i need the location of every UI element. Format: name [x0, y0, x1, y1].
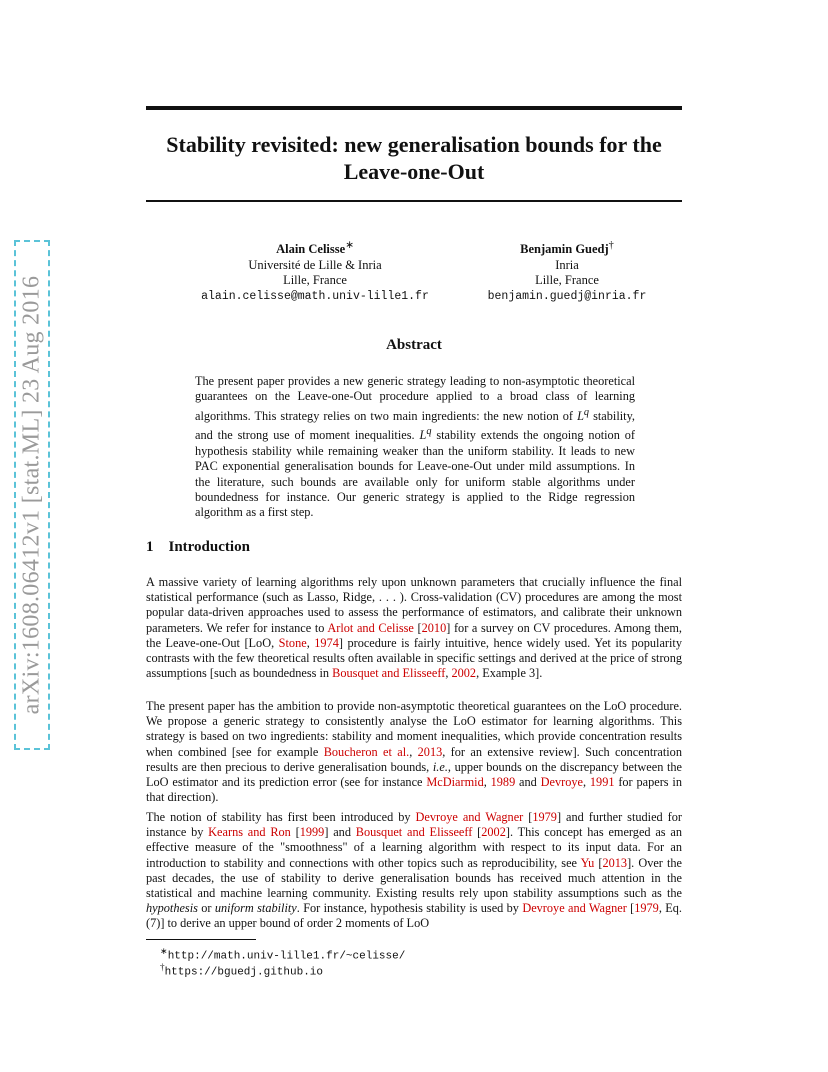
author-affiliation: Université de Lille & Inria [248, 257, 382, 272]
author-name: Alain Celisse [276, 242, 346, 257]
intro-paragraph-1: A massive variety of learning algorithms rely upon unknown parameters that crucially influence the final statistical performance (such as Lasso, Ridge, . . . ). Cross-validation (CV) procedures are among the most popular data-driven approaches used to assess the performance of estimators, and calibrate their unknown parameters. We refer for instance to Arlot and Celisse [2010] for a survey on CV procedures. Among them, the Leave-one-Out [LoO, Stone, 1974] procedure is fairly intuitive, hence widely used. Yet its popularity contrasts with the few theoretical results often available in specific settings and derived at the price of strong assumptions [such as boundedness in Bousquet and Elisseeff, 2002, Example 3]. [146, 575, 682, 681]
author-footnote-mark: † [608, 240, 614, 251]
citation-link[interactable]: Bousquet and Elisseeff [355, 825, 473, 840]
abstract-text: stability, and the strong use of moment inequalities. [195, 408, 635, 443]
footnote-mark: † [160, 962, 165, 972]
arxiv-sidebar [10, 240, 54, 750]
citation-year-link[interactable]: 1979 [532, 810, 557, 824]
citation-link[interactable]: Yu [580, 855, 595, 870]
citation-year-link[interactable]: 1991 [589, 775, 615, 790]
citation-year-link[interactable]: 1999 [299, 825, 325, 840]
footnote-mark: ∗ [160, 946, 168, 956]
footnote-url[interactable]: http://math.univ-lille1.fr/~celisse/ [167, 950, 406, 963]
author-footnote-mark: ∗ [345, 240, 354, 251]
citation-link[interactable]: Boucheron et al. [323, 744, 410, 759]
author-affiliation: Inria [555, 257, 579, 272]
abstract-body [195, 374, 635, 521]
citation-year-link[interactable]: 2010 [421, 620, 447, 635]
citation-year-link[interactable]: 1979 [634, 901, 659, 916]
citation-year-link[interactable]: 1989 [490, 775, 516, 790]
author-block-1 [175, 238, 455, 304]
title-line-2: Leave-one-Out [343, 159, 485, 184]
citation-link[interactable]: McDiarmid [426, 775, 484, 790]
title-rule-bottom [146, 200, 682, 202]
lq-symbol: L [419, 428, 427, 443]
footnote-2 [160, 960, 323, 980]
citation-link[interactable]: Kearns and Ron [208, 825, 291, 840]
footnote-rule [146, 939, 256, 940]
citation-link[interactable]: Devroye [540, 775, 583, 790]
lq-exponent: q [426, 426, 432, 438]
lq-symbol: L [577, 408, 584, 423]
citation-link[interactable]: Devroye and Wagner [415, 810, 524, 824]
footnote-url[interactable]: https://bguedj.github.io [164, 966, 324, 979]
author-name: Benjamin Guedj [520, 242, 609, 257]
citation-link[interactable]: Stone [278, 635, 307, 650]
title-line-1: Stability revisited: new generalisation bounds for the [166, 132, 662, 157]
section-number: 1 [146, 539, 154, 555]
author-block-2 [427, 238, 707, 304]
intro-paragraph-2: The present paper has the ambition to provide non-asymptotic theoretical guarantees on the LoO procedure. We propose a generic strategy to consistently analyse the LoO estimator for learning algorithms. This strategy is based on two ingredients: stability and moment inequalities, which provide concentration results when combined [see for example Boucheron et al., 2013, for an extensive review]. Such concentration results are then precious to derive generalisation bounds, i.e., upper bounds on the discrepancy between the LoO estimator and its prediction error (see for instance McDiarmid, 1989 and Devroye, 1991 for papers in that direction). [146, 699, 682, 805]
citation-link[interactable]: Bousquet and Elisseeff [332, 666, 446, 681]
author-email[interactable]: alain.celisse@math.univ-lille1.fr [201, 289, 429, 303]
lq-exponent: q [583, 406, 590, 418]
paper-title [120, 131, 708, 185]
title-rule-top [146, 106, 682, 110]
citation-year-link[interactable]: 2013 [602, 855, 628, 870]
intro-paragraph-3: The notion of stability has first been introduced by Devroye and Wagner [1979] and further studied for instance by Kearns and Ron [1999] and Bousquet and Elisseeff [2002]. This concept has emerged as an effective measure of the "smoothness" of a learning algorithm with respect to its input data. For an introduction to stability and connections with other topics such as reproducibility, see Yu [2013]. Over the past decades, the use of stability to derive generalisation bounds has received much attention in the statistical and machine learning community. Existing results rely upon stability assumptions such as the hypothesis or uniform stability. For instance, hypothesis stability is used by Devroye and Wagner [1979, Eq. (7)] to derive an upper bound of order 2 moments of LoO [146, 810, 683, 931]
citation-year-link[interactable]: 2002 [451, 666, 477, 681]
abstract-text: stability extends the ongoing notion of hypothesis stability while remaining weaker than the uniform stability. It leads to new PAC exponential generalisation bounds for Leave-one-Out under mild assumptions. In the literature, such bounds are available only for uniform stable algorithms under boundedness for instance. Our generic strategy is applied to the Ridge regression algorithm as a first step. [195, 428, 635, 520]
arxiv-identifier[interactable]: arXiv:1608.06412v1 [stat.ML] 23 Aug 2016 [18, 275, 45, 715]
citation-year-link[interactable]: 2013 [417, 744, 443, 759]
abstract-text: The present paper provides a new generic strategy leading to non-asymptotic theoretical guarantees on the Leave-one-Out procedure applied to a broad class of learning algorithms. This strategy relies on two main ingredients: the new notion of [195, 374, 635, 423]
abstract-heading: Abstract [386, 337, 442, 353]
author-email[interactable]: benjamin.guedj@inria.fr [487, 289, 647, 303]
citation-link[interactable]: Devroye and Wagner [522, 901, 627, 916]
citation-year-link[interactable]: 2002 [481, 825, 506, 840]
author-location: Lille, France [535, 273, 599, 288]
citation-year-link[interactable]: 1974 [314, 635, 339, 650]
section-title: Introduction [168, 539, 250, 555]
citation-link[interactable]: Arlot and Celisse [327, 620, 414, 635]
section-heading [146, 539, 250, 556]
author-location: Lille, France [283, 273, 347, 288]
